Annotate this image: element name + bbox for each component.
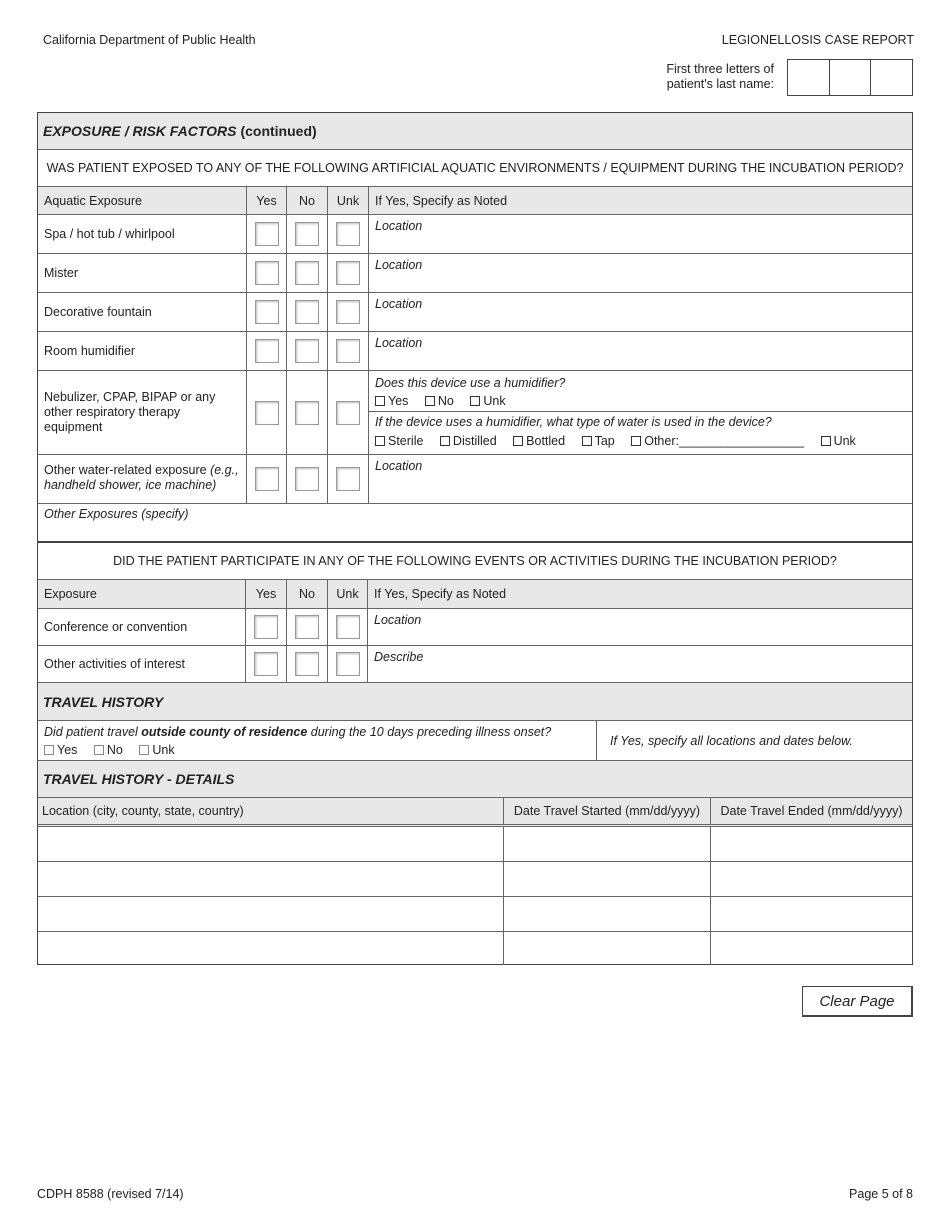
humidifier-no-option[interactable]: No bbox=[425, 394, 454, 408]
col-no: No bbox=[287, 187, 328, 214]
events-question: DID THE PATIENT PARTICIPATE IN ANY OF THE FOLLOWING EVENTS OR ACTIVITIES DURING THE INCUBATION PERIOD? bbox=[38, 543, 912, 580]
table-row bbox=[38, 293, 912, 332]
location-field[interactable]: Location bbox=[375, 459, 423, 473]
yes-checkbox[interactable] bbox=[255, 467, 279, 491]
no-checkbox[interactable] bbox=[295, 222, 319, 246]
travel-no-option[interactable]: No bbox=[94, 743, 123, 757]
water-type-question bbox=[369, 412, 912, 454]
section-title: EXPOSURE / RISK FACTORS bbox=[43, 123, 237, 139]
location-field[interactable]: Location bbox=[375, 219, 423, 233]
travel-details-title: TRAVEL HISTORY - DETAILS bbox=[43, 771, 235, 787]
exposure-label: Spa / hot tub / whirlpool bbox=[38, 215, 247, 253]
initials-fields bbox=[787, 59, 913, 96]
water-sterile-option[interactable]: Sterile bbox=[375, 434, 423, 448]
table-row bbox=[38, 862, 912, 897]
no-checkbox[interactable] bbox=[295, 615, 319, 639]
water-distilled-option[interactable]: Distilled bbox=[440, 434, 497, 448]
no-checkbox[interactable] bbox=[295, 401, 319, 425]
page-number: Page 5 of 8 bbox=[849, 1187, 913, 1201]
date-started-input[interactable] bbox=[504, 862, 711, 896]
yes-checkbox[interactable] bbox=[255, 300, 279, 324]
aquatic-header-row bbox=[38, 187, 912, 215]
col-yes: Yes bbox=[247, 187, 287, 214]
unk-checkbox[interactable] bbox=[336, 261, 360, 285]
location-field[interactable]: Location bbox=[375, 258, 423, 272]
unk-checkbox[interactable] bbox=[336, 300, 360, 324]
humidifier-unk-option[interactable]: Unk bbox=[470, 394, 505, 408]
exposure-label: Other water-related exposure (e.g., handheld shower, ice machine) bbox=[38, 455, 247, 503]
yes-checkbox[interactable] bbox=[255, 222, 279, 246]
clear-page-button[interactable]: Clear Page bbox=[802, 986, 913, 1017]
yes-checkbox[interactable] bbox=[255, 339, 279, 363]
yes-checkbox[interactable] bbox=[255, 401, 279, 425]
table-row bbox=[38, 455, 912, 504]
travel-table-header bbox=[38, 798, 912, 827]
humidifier-question bbox=[369, 371, 912, 412]
report-title: LEGIONELLOSIS CASE REPORT bbox=[721, 33, 914, 47]
location-input[interactable] bbox=[38, 897, 504, 931]
table-row bbox=[38, 827, 912, 862]
initial-3-field[interactable] bbox=[871, 60, 912, 95]
col-location: Location (city, county, state, country) bbox=[38, 798, 504, 824]
initial-2-field[interactable] bbox=[830, 60, 872, 95]
table-row bbox=[38, 609, 912, 646]
date-ended-input[interactable] bbox=[711, 932, 912, 965]
table-row bbox=[38, 215, 912, 254]
date-started-input[interactable] bbox=[504, 897, 711, 931]
yes-checkbox[interactable] bbox=[255, 261, 279, 285]
table-row bbox=[38, 254, 912, 293]
event-label: Conference or convention bbox=[38, 609, 246, 645]
col-date-ended: Date Travel Ended (mm/dd/yyyy) bbox=[720, 804, 903, 818]
location-field[interactable]: Location bbox=[374, 613, 422, 627]
water-other-option[interactable]: Other:__________________ bbox=[631, 434, 804, 448]
section-title-suffix: (continued) bbox=[240, 123, 317, 139]
initials-label: First three letters of patient's last name: bbox=[666, 62, 774, 91]
travel-section-header bbox=[38, 683, 912, 721]
unk-checkbox[interactable] bbox=[336, 222, 360, 246]
water-bottled-option[interactable]: Bottled bbox=[513, 434, 565, 448]
yes-checkbox[interactable] bbox=[254, 652, 278, 676]
location-input[interactable] bbox=[38, 827, 504, 861]
col-specify: If Yes, Specify as Noted bbox=[375, 193, 508, 208]
table-row bbox=[38, 932, 912, 965]
date-started-input[interactable] bbox=[504, 932, 711, 965]
travel-question-row bbox=[38, 721, 912, 761]
location-input[interactable] bbox=[38, 862, 504, 896]
unk-checkbox[interactable] bbox=[336, 401, 360, 425]
initial-1-field[interactable] bbox=[788, 60, 830, 95]
no-checkbox[interactable] bbox=[295, 261, 319, 285]
travel-question: Did patient travel outside county of residence during the 10 days preceding illness onset? Yes No Unk bbox=[38, 721, 597, 760]
exposure-label: Room humidifier bbox=[38, 332, 247, 370]
date-ended-input[interactable] bbox=[711, 897, 912, 931]
water-unk-option[interactable]: Unk bbox=[821, 434, 856, 448]
col-yes: Yes bbox=[246, 580, 287, 608]
unk-checkbox[interactable] bbox=[336, 467, 360, 491]
col-date-started: Date Travel Started (mm/dd/yyyy) bbox=[504, 798, 711, 824]
travel-unk-option[interactable]: Unk bbox=[139, 743, 174, 757]
location-input[interactable] bbox=[38, 932, 504, 965]
no-checkbox[interactable] bbox=[295, 652, 319, 676]
aquatic-question: WAS PATIENT EXPOSED TO ANY OF THE FOLLOWING ARTIFICIAL AQUATIC ENVIRONMENTS / EQUIPMENT DURING THE INCUBATION PERIOD? bbox=[38, 150, 912, 187]
date-ended-input[interactable] bbox=[711, 862, 912, 896]
exposure-label: Mister bbox=[38, 254, 247, 292]
date-started-input[interactable] bbox=[504, 827, 711, 861]
location-field[interactable]: Location bbox=[375, 297, 423, 311]
nebulizer-row bbox=[38, 371, 912, 455]
exposure-section-header bbox=[38, 113, 912, 150]
table-row bbox=[38, 897, 912, 932]
travel-instruction: If Yes, specify all locations and dates below. bbox=[610, 733, 853, 748]
exposure-form bbox=[37, 112, 913, 965]
date-ended-input[interactable] bbox=[711, 827, 912, 861]
no-checkbox[interactable] bbox=[295, 467, 319, 491]
col-exposure: Exposure bbox=[38, 580, 246, 608]
col-unk: Unk bbox=[328, 580, 368, 608]
travel-details-header bbox=[38, 761, 912, 798]
events-header-row bbox=[38, 580, 912, 609]
location-field[interactable]: Location bbox=[375, 336, 423, 350]
travel-yes-option[interactable]: Yes bbox=[44, 743, 77, 757]
col-aquatic-exposure: Aquatic Exposure bbox=[38, 187, 247, 214]
col-specify: If Yes, Specify as Noted bbox=[374, 587, 507, 601]
water-type-question-text: If the device uses a humidifier, what type of water is used in the device? bbox=[375, 415, 772, 429]
yes-checkbox[interactable] bbox=[254, 615, 278, 639]
exposure-label: Nebulizer, CPAP, BIPAP or any other respiratory therapy equipment bbox=[38, 371, 247, 454]
water-tap-option[interactable]: Tap bbox=[582, 434, 615, 448]
no-checkbox[interactable] bbox=[295, 300, 319, 324]
no-checkbox[interactable] bbox=[295, 339, 319, 363]
form-id: CDPH 8588 (revised 7/14) bbox=[37, 1187, 184, 1201]
col-unk: Unk bbox=[328, 187, 369, 214]
table-row bbox=[38, 332, 912, 371]
describe-field[interactable]: Describe bbox=[374, 650, 424, 664]
other-exposures-field[interactable]: Other Exposures (specify) bbox=[38, 504, 912, 543]
col-no: No bbox=[287, 580, 328, 608]
exposure-label: Decorative fountain bbox=[38, 293, 247, 331]
humidifier-yes-option[interactable]: Yes bbox=[375, 394, 408, 408]
event-label: Other activities of interest bbox=[38, 646, 246, 682]
agency-name: California Department of Public Health bbox=[43, 33, 256, 47]
humidifier-question-text: Does this device use a humidifier? bbox=[375, 376, 566, 390]
table-row bbox=[38, 646, 912, 683]
unk-checkbox[interactable] bbox=[336, 652, 360, 676]
unk-checkbox[interactable] bbox=[336, 615, 360, 639]
travel-title: TRAVEL HISTORY bbox=[43, 693, 164, 710]
unk-checkbox[interactable] bbox=[336, 339, 360, 363]
